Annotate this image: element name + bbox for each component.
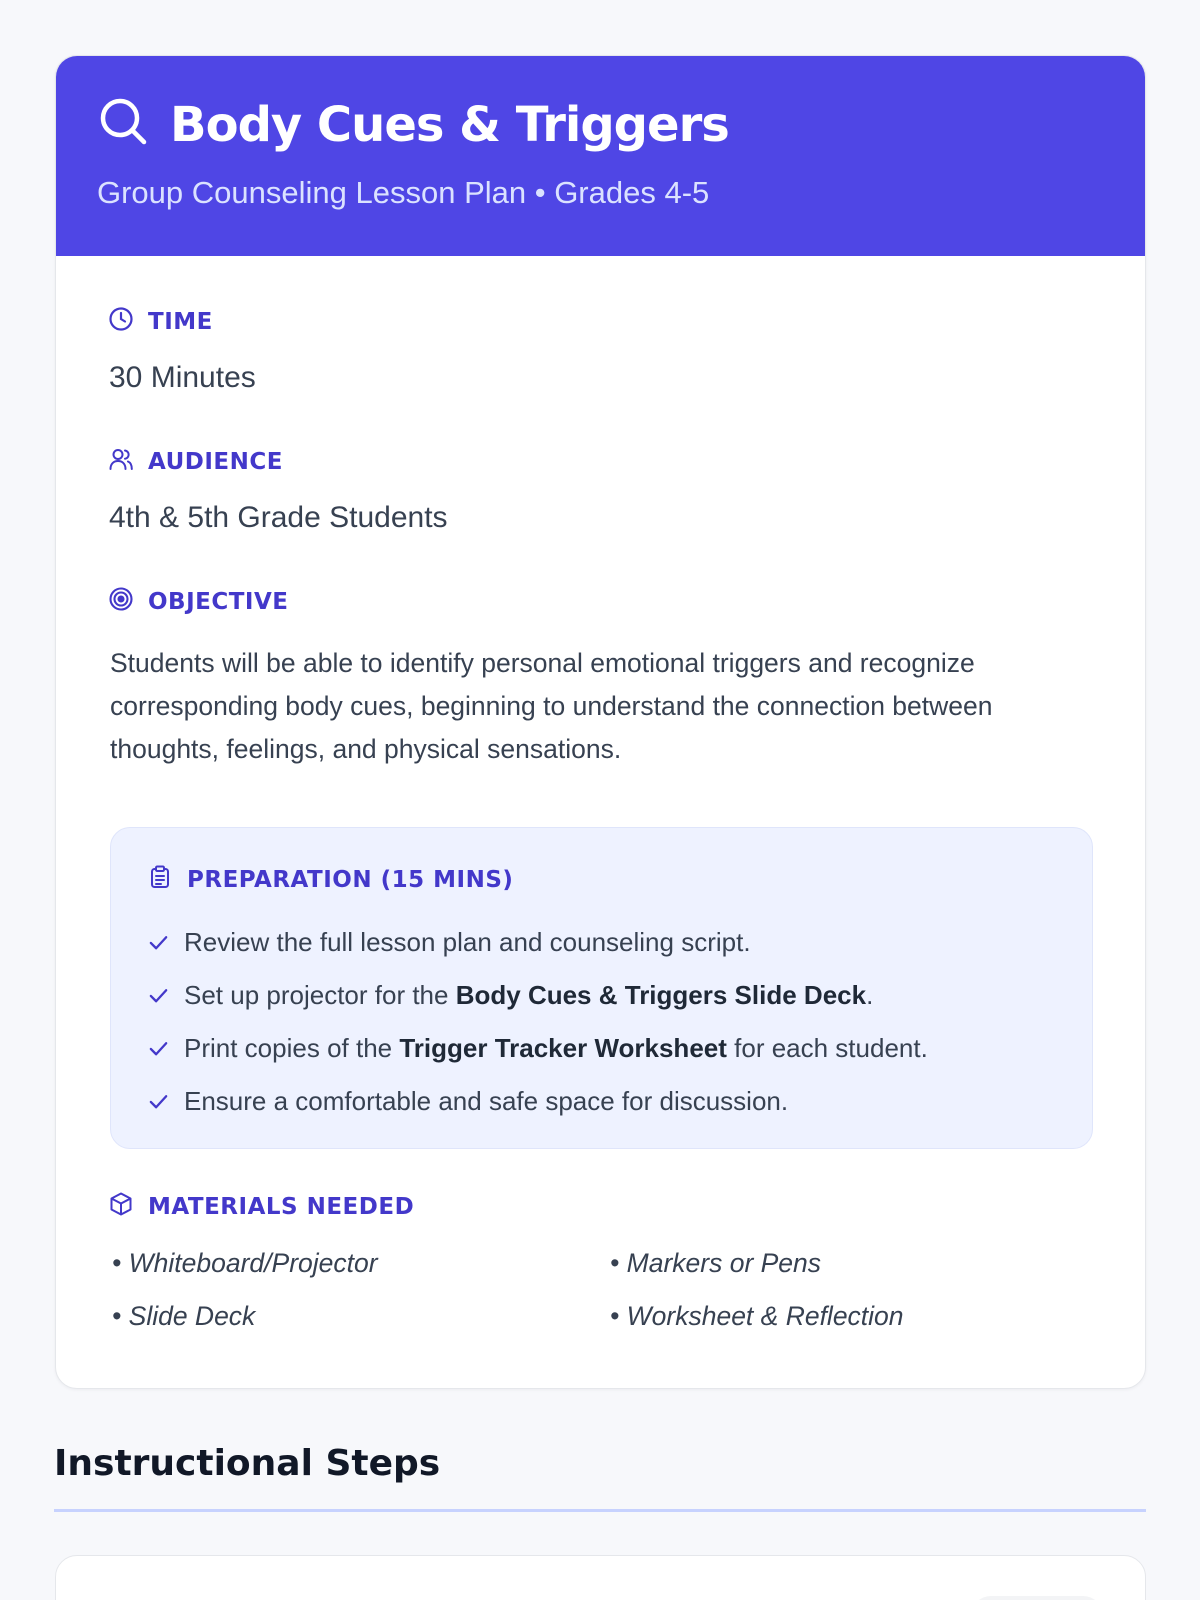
audience-label xyxy=(108,446,283,478)
item-text: Print copies of the Trigger Tracker Worksheet for each student. xyxy=(184,1033,928,1063)
item-text: Ensure a comfortable and safe space for discussion. xyxy=(184,1086,789,1116)
lesson-header xyxy=(56,56,1145,256)
clipboard-icon xyxy=(147,864,187,896)
lesson-plan-card xyxy=(55,55,1146,1389)
step-card xyxy=(55,1555,1146,1600)
users-icon xyxy=(108,446,148,478)
lesson-subtitle: Group Counseling Lesson Plan • Grades 4-5 xyxy=(97,175,710,210)
preparation-item xyxy=(147,916,928,969)
title-row xyxy=(98,96,729,153)
material-item: • Whiteboard/Projector xyxy=(112,1248,378,1278)
target-icon xyxy=(108,586,148,618)
section-title-instructional-steps: Instructional Steps xyxy=(54,1443,441,1484)
preparation-label-text: PREPARATION (15 MINS) xyxy=(187,867,514,893)
objective-label xyxy=(108,586,289,618)
material-item: • Worksheet & Reflection xyxy=(610,1301,904,1331)
time-value: 30 Minutes xyxy=(109,361,256,394)
objective-label-text: OBJECTIVE xyxy=(148,589,289,615)
preparation-box xyxy=(110,827,1093,1149)
materials-label-text: MATERIALS NEEDED xyxy=(148,1194,415,1220)
audience-label-text: AUDIENCE xyxy=(148,449,283,475)
section-divider xyxy=(54,1509,1146,1512)
clock-icon xyxy=(108,306,148,338)
objective-text: Students will be able to identify personal emotional triggers and recognize corresponding body cues, beginning to understand the connection between thoughts, feelings, and physical sensations. xyxy=(110,648,993,764)
item-text: Set up projector for the Body Cues & Triggers Slide Deck. xyxy=(184,980,874,1010)
item-text: Review the full lesson plan and counseling script. xyxy=(184,927,751,957)
materials-label xyxy=(108,1191,414,1223)
check-icon xyxy=(147,1090,170,1113)
preparation-label xyxy=(147,864,513,896)
check-icon xyxy=(147,1037,170,1060)
preparation-item xyxy=(147,1075,928,1128)
preparation-item xyxy=(147,969,928,1022)
material-item: • Slide Deck xyxy=(112,1301,256,1331)
time-label-text: TIME xyxy=(148,309,213,335)
step-badge xyxy=(971,1596,1103,1600)
search-icon xyxy=(98,96,150,153)
box-icon xyxy=(108,1191,148,1223)
audience-value: 4th & 5th Grade Students xyxy=(109,501,448,534)
time-label xyxy=(108,306,213,338)
preparation-list xyxy=(147,916,928,1128)
material-item: • Markers or Pens xyxy=(610,1248,822,1278)
preparation-item xyxy=(147,1022,928,1075)
check-icon xyxy=(147,984,170,1007)
lesson-title: Body Cues & Triggers xyxy=(170,96,729,153)
check-icon xyxy=(147,931,170,954)
